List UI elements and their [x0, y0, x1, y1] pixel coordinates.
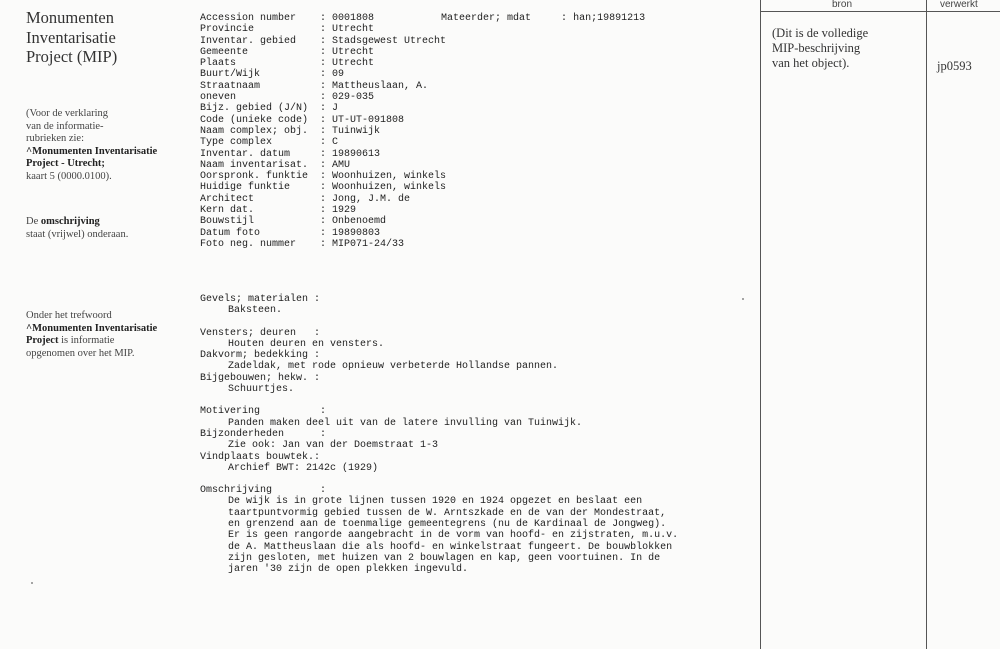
keyword-note: Onder het trefwoord ^Monumenten Inventarisatie Project is informatie opgenomen over het MIP. — [26, 310, 158, 359]
field-separator: : — [320, 171, 327, 183]
field-label: Inventar. datum — [200, 148, 291, 160]
field-label: Type complex — [200, 137, 273, 149]
section-text: Zadeldak, met rode opnieuw verbeterde Hollandse pannen. — [228, 361, 559, 373]
field-separator: : — [320, 46, 327, 58]
field-value: 19890803 — [332, 227, 381, 239]
document-title: Monumenten Inventarisatie Project (MIP) — [26, 8, 118, 66]
field-value: J — [332, 103, 339, 115]
field-separator: : — [320, 182, 327, 194]
record-section — [200, 373, 740, 396]
section-text: jaren '30 zijn de open plekken ingevuld. — [228, 564, 469, 576]
scan-speck — [31, 582, 33, 584]
field-value: MIP071-24/33 — [332, 238, 405, 250]
section-text: de A. Mattheuslaan die als hoofd- en winkelstraat fungeert. De bouwblokken — [228, 541, 673, 553]
field-row — [200, 24, 450, 35]
field-separator: : — [320, 125, 327, 137]
field-row — [200, 13, 450, 24]
field-label: Buurt/Wijk — [200, 69, 261, 81]
field-row — [200, 36, 450, 47]
left-column — [26, 8, 186, 359]
field-separator: : — [320, 159, 327, 171]
field-label: oneven — [200, 92, 237, 104]
field-separator: : — [320, 69, 327, 81]
column-divider-left — [760, 0, 761, 649]
field-value: UT-UT-091808 — [332, 114, 405, 126]
verwerkt-column-header: verwerkt — [940, 0, 978, 10]
section-heading: Motivering : — [200, 406, 327, 418]
field-row — [200, 239, 450, 250]
record-sections — [200, 294, 740, 576]
record-section — [200, 429, 740, 452]
field-label: Datum foto — [200, 227, 261, 239]
section-text: Panden maken deel uit van de latere invulling van Tuinwijk. — [228, 417, 583, 429]
field-separator: : — [320, 238, 327, 250]
field-value: 029-035 — [332, 92, 375, 104]
section-heading: Bijzonderheden : — [200, 428, 327, 440]
section-text: en grenzend aan de toenmalige gemeentegrens (nu de Kardinaal de Jongweg). — [228, 519, 667, 531]
field-row — [200, 69, 450, 80]
scan-speck — [742, 298, 744, 300]
field-row — [200, 92, 450, 103]
field-label: Bijz. gebied (J/N) — [200, 103, 309, 115]
field-row — [200, 58, 450, 69]
field-value: Onbenoemd — [332, 216, 387, 228]
field-row — [200, 216, 450, 227]
field-label: Oorspronk. funktie — [200, 171, 309, 183]
field-label: Provincie — [200, 24, 255, 36]
field-label: Naam complex; obj. — [200, 125, 309, 137]
field-value: C — [332, 137, 339, 149]
field-label: Naam inventarisat. — [200, 159, 309, 171]
field-label: Foto neg. nummer — [200, 238, 297, 250]
field-value: Woonhuizen, winkels — [332, 182, 447, 194]
mutator-field: Mateerder; mdat : han;19891213 — [441, 13, 646, 24]
field-separator: : — [320, 92, 327, 104]
field-value: Jong, J.M. de — [332, 193, 411, 205]
field-value: Utrecht — [332, 58, 375, 70]
field-separator: : — [320, 103, 327, 115]
field-label: Bouwstijl — [200, 216, 255, 228]
field-separator: : — [320, 80, 327, 92]
field-value: 19890613 — [332, 148, 381, 160]
field-separator: : — [320, 24, 327, 36]
field-label: Straatnaam — [200, 80, 261, 92]
field-value: Utrecht — [332, 46, 375, 58]
section-text: Er is geen rangorde aangebracht in de vorm van hoofd- en zijstraten, m.u.v. — [228, 530, 679, 542]
field-label: Kern dat. — [200, 205, 255, 217]
section-text: zijn gesloten, met huizen van 2 bouwlagen en kap, geen voortuinen. In de — [228, 552, 661, 564]
field-value: Tuinwijk — [332, 125, 381, 137]
field-row — [200, 126, 450, 137]
field-label: Plaats — [200, 58, 237, 70]
field-separator: : — [320, 216, 327, 228]
field-value: 1929 — [332, 205, 357, 217]
section-text: Baksteen. — [228, 305, 283, 317]
field-value: AMU — [332, 159, 351, 171]
info-note: (Voor de verklaring van de informatie- rubrieken zie: ^Monumenten Inventarisatie Project - Utrecht; kaart 5 (0000.0100). — [26, 108, 158, 182]
field-label: Huidige funktie — [200, 182, 291, 194]
section-heading: Gevels; materialen : — [200, 294, 321, 305]
field-label: Architect — [200, 193, 255, 205]
column-divider-right — [926, 0, 927, 649]
section-text: Houten deuren en vensters. — [228, 338, 385, 350]
field-separator: : — [320, 227, 327, 239]
field-separator: : — [320, 193, 327, 205]
section-text: Archief BWT: 2142c (1929) — [228, 462, 379, 474]
bron-note: (Dit is de volledige MIP-beschrijving van het object). — [772, 26, 869, 70]
section-text: taartpuntvormig gebied tussen de W. Arntszkade en de van der Mondestraat, — [228, 507, 667, 519]
section-heading: Bijgebouwen; hekw. : — [200, 372, 321, 384]
field-row — [200, 182, 450, 193]
record-fields — [200, 13, 450, 250]
field-row — [200, 228, 450, 239]
field-separator: : — [320, 114, 327, 126]
field-row — [200, 149, 450, 160]
field-value: 0001808 — [332, 13, 375, 24]
header-rule — [760, 11, 1000, 12]
field-label: Accession number — [200, 13, 297, 24]
section-heading: Vindplaats bouwtek.: — [200, 451, 321, 463]
field-separator: : — [320, 137, 327, 149]
section-text: De wijk is in grote lijnen tussen 1920 en 1924 opgezet en beslaat een — [228, 496, 643, 508]
bron-column-header: bron — [832, 0, 853, 10]
field-value: Woonhuizen, winkels — [332, 171, 447, 183]
field-row — [200, 194, 450, 205]
field-row — [200, 103, 450, 114]
field-row — [200, 205, 450, 216]
field-row — [200, 137, 450, 148]
field-separator: : — [320, 205, 327, 217]
field-label: Inventar. gebied — [200, 35, 297, 47]
field-separator: : — [320, 148, 327, 160]
field-row — [200, 115, 450, 126]
verwerkt-code: jp0593 — [937, 59, 972, 73]
description-note: De omschrijving staat (vrijwel) onderaan. — [26, 216, 129, 240]
field-label: Code (unieke code) — [200, 114, 309, 126]
record-section — [200, 485, 740, 575]
record-section — [200, 406, 740, 429]
field-row — [200, 171, 450, 182]
section-heading: Vensters; deuren : — [200, 327, 321, 339]
field-row — [200, 47, 450, 58]
record-section — [200, 328, 740, 351]
field-separator: : — [320, 35, 327, 47]
field-value: 09 — [332, 69, 345, 81]
field-label: Gemeente — [200, 46, 249, 58]
field-value: Stadsgewest Utrecht — [332, 35, 447, 47]
field-value: Utrecht — [332, 24, 375, 36]
record-section — [200, 452, 740, 475]
record-section — [200, 350, 740, 373]
field-row — [200, 160, 450, 171]
section-heading: Omschrijving : — [200, 485, 327, 497]
field-value: Mattheuslaan, A. — [332, 80, 429, 92]
section-text: Schuurtjes. — [228, 384, 295, 396]
section-text: Zie ook: Jan van der Doemstraat 1-3 — [228, 440, 439, 452]
field-separator: : — [320, 13, 327, 24]
field-row — [200, 81, 450, 92]
record-section — [200, 294, 740, 317]
field-separator: : — [320, 58, 327, 70]
section-heading: Dakvorm; bedekking : — [200, 350, 321, 362]
